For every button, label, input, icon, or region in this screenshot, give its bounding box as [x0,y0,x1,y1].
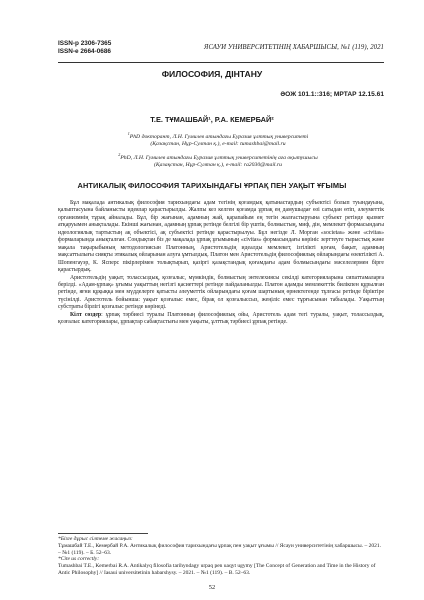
citation-kz-text: Тұмашбай Т.Е., Кемербай Р.А. Антикалық философия тарихындағы ұрпақ пен уақыт ұғымы // Ясауи университетінің хабаршысы. – 2021. – №1 (119). – Б. 52–63. [58,543,381,557]
affiliation-2-line2: (Қазақстан, Нұр-Султан қ.), e-mail: ra2030@mail.ru [154,161,282,168]
citation-kz-heading: *Бізге дұрыс сілтеме жасаңыз: [58,536,133,542]
affiliation-2-marker: 2 [118,152,121,157]
affiliation-1 [64,130,372,148]
article-authors: Т.Е. ТҰМАШБАЙ¹, Р.А. КЕМЕРБАЙ² [150,115,274,124]
affiliation-2-line1: PhD, Л.Н. Гумилев атындағы Еуразия ұлттық университетінің аға оқытушысы [120,154,318,161]
citation-en-text: Tumashbai T.E., Kemerbai R.A. Antikalyq filosofia tarihyndagy urpaq pen uaqyt ugymy [The Concept of Generation and Time in the History of Antic Philosophy] // Iasaui universitetinin habarshysy. – 2021. – №1 (119). – B. 52–63. [58,563,376,577]
citation-kz [58,536,384,558]
article-title: АНТИКАЛЫҚ ФИЛОСОФИЯ ТАРИХЫНДАҒЫ ҰРПАҚ ПЕН УАҚЫТ ҰҒЫМЫ [77,181,347,190]
abstract [58,200,384,327]
page-header [58,40,384,60]
keywords-label: Кілт сөздер [70,311,102,318]
affiliation-1-line2: (Қазақстан, Нұр-Султан қ.), e-mail: tumashbai@mail.ru [150,140,286,147]
page-number: 52 [208,584,216,591]
affiliation-2 [64,151,372,169]
abstract-paragraph-2: Аристотельдің уақыт, толассыздық, қозғалыс, мүмкіндік, болмыстың энтелехиясы секілді категорияларына сипаттамаларға берілді. «Адам-ұрпақ» ұғымы уақыттың негізгі қасиеттері ретінде пайдаланылды. Платон адамды мемлекеттік билікпен құрылған ретінде, яғни құқыққа мен мүдделерге қатысты әлеуметтік ойларындағы қоғам шартының өрнектегенде тұлғасы ретінде біріктіре түсінілді. Аристотель бойынша: уақыт қозғалыс емес, бірақ ол қозғалыссыз, жеңіліс емес тұрғысынан табылады. Уақыттың субстраты бірлігі қозғалыс ретінде көрінеді. [58,274,384,311]
abstract-paragraph-1: Бұл мақалада антикалық философия тарихындағы адам тегінің қоғамдық қатынастардың субъектісі болып туындауына, қалыптасуына байланысты идеялар қарастырылды. Жалпы кез келген қоғамда ұрпақ ең дамушыдағ өзі сатыдан өтіп, әлеуметтік организмнің тұрақ айналады. Бұл, бір жағынан, адамның жай, қарапайым ең тегін жалғастыруына субъект ретінде қызмет атқаруымен анықталады. Екінші жағынан, адамның ұрпақ ретінде белгілі бір үштік, болмыстың, миф, дін, мемлекет формасындағы идеологиялық тартыстың ақ объектісі, ақ субъектісі ретінде қарастырылуы. Бұл негізде Л. Морган «societas» және «civitas» формаларында анықталған. Сондықтан біз де мақалада ұрпақ ұғымының «civitas» формасындағы көрініс зерттеуге тырыстық және мақала тақырыбының методологиясын Платонның, Аристотельдің идеалды мемлекет, ізгілікті қоғам, бақыт, адамның мақсаттылығы сияқты этикалық ойларынан алуға ұмтылдық. Платон мен Аристотельдің философиялық ойларындағы өзектілікті А. Шопенгауэр, К. Ясперс пікірлерімен толықтырып, қазіргі қазақстандық қоғамдағы адам болмысындағы мәселелермен бірге қарастырдық. [58,200,384,274]
affiliation-1-line1: PhD докторант, Л.Н. Гумилев атындағы Еуразия ұлттық университеті [129,133,309,140]
keywords-text: : ұрпақ тәрбиесі туралы Платонның философиялық ойы, Аристотель адам тегі туралы, уақыт, толассыздық, қозғалыс категориялары, ұрпақтар сабақтастығы мен уақыты, ұлттық тәрбиесі ұрпақ ретінде. [58,311,384,326]
issn-block [58,40,111,56]
journal-title: ЯСАУИ УНИВЕРСИТЕТІНІҢ ХАБАРШЫСЫ, №1 (119), 2021 [203,44,384,51]
issn-online: ISSN-e 2664-0686 [58,48,111,55]
section-heading: ФИЛОСОФИЯ, ДІНТАНУ [161,69,263,79]
header-divider [58,62,384,63]
citation-en-heading: *Cite us correctly: [58,556,100,562]
issn-print: ISSN-p 2306-7365 [58,40,112,47]
affiliation-1-marker: 1 [127,131,130,136]
footnote-divider [58,533,148,534]
keywords [58,312,384,327]
udc-code: ӘОЖ 101.1::316; МРТАР 12.15.61 [280,91,384,98]
citation-en [58,556,384,578]
